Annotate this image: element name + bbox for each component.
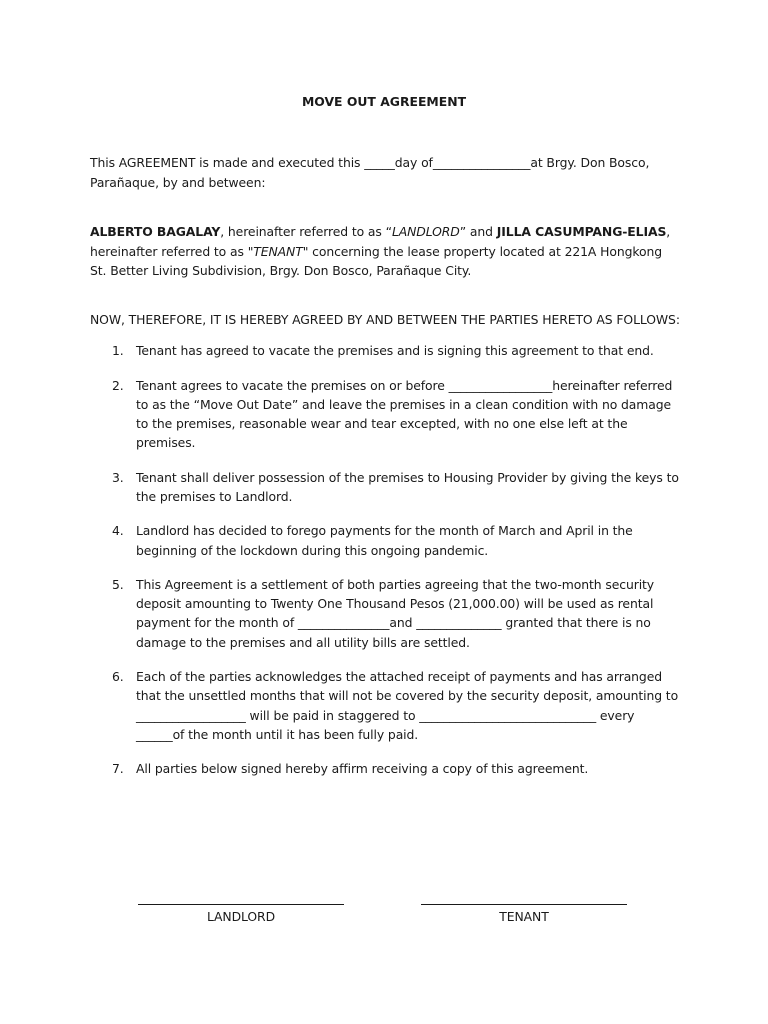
term-text: Each of the parties acknowledges the attached receipt of payments and has arranged that the unsettled months that will not be covered by the security deposit, amounting to __________________ will be paid in staggered to _____________________________ every ______of the month until it has been fully paid. bbox=[136, 669, 679, 742]
tenant-signature-line bbox=[421, 904, 627, 905]
tenant-name: JILLA CASUMPANG-ELIAS bbox=[496, 224, 667, 239]
landlord-signature-label: LANDLORD bbox=[206, 909, 276, 924]
month-blank: ________________ bbox=[432, 155, 531, 170]
intro-text-1: This AGREEMENT is made and executed this bbox=[90, 155, 365, 170]
term-item bbox=[90, 521, 680, 559]
term-number: 4. bbox=[112, 523, 124, 539]
term-number: 2. bbox=[112, 377, 124, 393]
terms-list bbox=[90, 341, 680, 794]
term-number: 7. bbox=[112, 761, 124, 777]
term-item bbox=[90, 341, 680, 360]
term-text: All parties below signed hereby affirm receiving a copy of this agreement. bbox=[136, 761, 589, 777]
tenant-signature-label: TENANT bbox=[499, 909, 549, 924]
document-title: MOVE OUT AGREEMENT bbox=[301, 94, 467, 109]
tenant-term: TENANT bbox=[253, 243, 303, 259]
intro-text-2: day of bbox=[394, 155, 433, 170]
landlord-signature-line bbox=[138, 904, 344, 905]
intro-paragraph bbox=[90, 153, 682, 192]
term-item bbox=[90, 759, 680, 778]
now-therefore-clause: NOW, THEREFORE, IT IS HEREBY AGREED BY AND BETWEEN THE PARTIES HERETO AS FOLLOWS: bbox=[90, 312, 680, 327]
day-blank: _____ bbox=[364, 155, 395, 170]
term-number: 6. bbox=[112, 669, 124, 685]
term-text: Tenant has agreed to vacate the premises and is signing this agreement to that end. bbox=[136, 343, 654, 358]
term-item bbox=[90, 575, 680, 652]
term-item bbox=[90, 468, 680, 506]
intro-text-3: at Brgy. Don Bosco, Parañaque, by and between: bbox=[90, 155, 650, 190]
parties-text-2: ” and bbox=[459, 224, 497, 239]
term-item bbox=[90, 667, 680, 744]
landlord-term: LANDLORD bbox=[391, 224, 460, 239]
term-number: 5. bbox=[112, 577, 124, 593]
term-text: Tenant agrees to vacate the premises on or before _________________hereinafter referred to as the “Move Out Date” and leave the premises in a clean condition with no damage to the premises, reasonable wear and tear excepted, with no one else left at the premises. bbox=[136, 377, 673, 451]
landlord-signature-block bbox=[138, 904, 344, 924]
parties-paragraph bbox=[90, 222, 682, 281]
tenant-signature-block bbox=[421, 904, 627, 924]
parties-text-4: " concerning the lease property located at 221A Hongkong St. Better Living Subdivision, Brgy. Don Bosco, Parañaque City. bbox=[90, 243, 662, 278]
term-text: Landlord has decided to forego payments for the month of March and April in the beginning of the lockdown during this ongoing pandemic. bbox=[136, 523, 633, 558]
term-item bbox=[90, 376, 680, 453]
parties-text-1: , hereinafter referred to as “ bbox=[220, 224, 392, 239]
term-text: Tenant shall deliver possession of the premises to Housing Provider by giving the keys to the premises to Landlord. bbox=[136, 469, 679, 504]
term-number: 3. bbox=[112, 469, 124, 485]
parties-text-3: , hereinafter referred to as " bbox=[90, 224, 671, 259]
landlord-name: ALBERTO BAGALAY bbox=[90, 224, 221, 239]
term-text: This Agreement is a settlement of both parties agreeing that the two-month security deposit amounting to Twenty One Thousand Pesos (21,000.00) will be used as rental payment for the month of _______________and ______________ granted that there is no damage to the premises and all utility bills are settled. bbox=[136, 577, 655, 650]
term-number: 1. bbox=[112, 343, 124, 358]
